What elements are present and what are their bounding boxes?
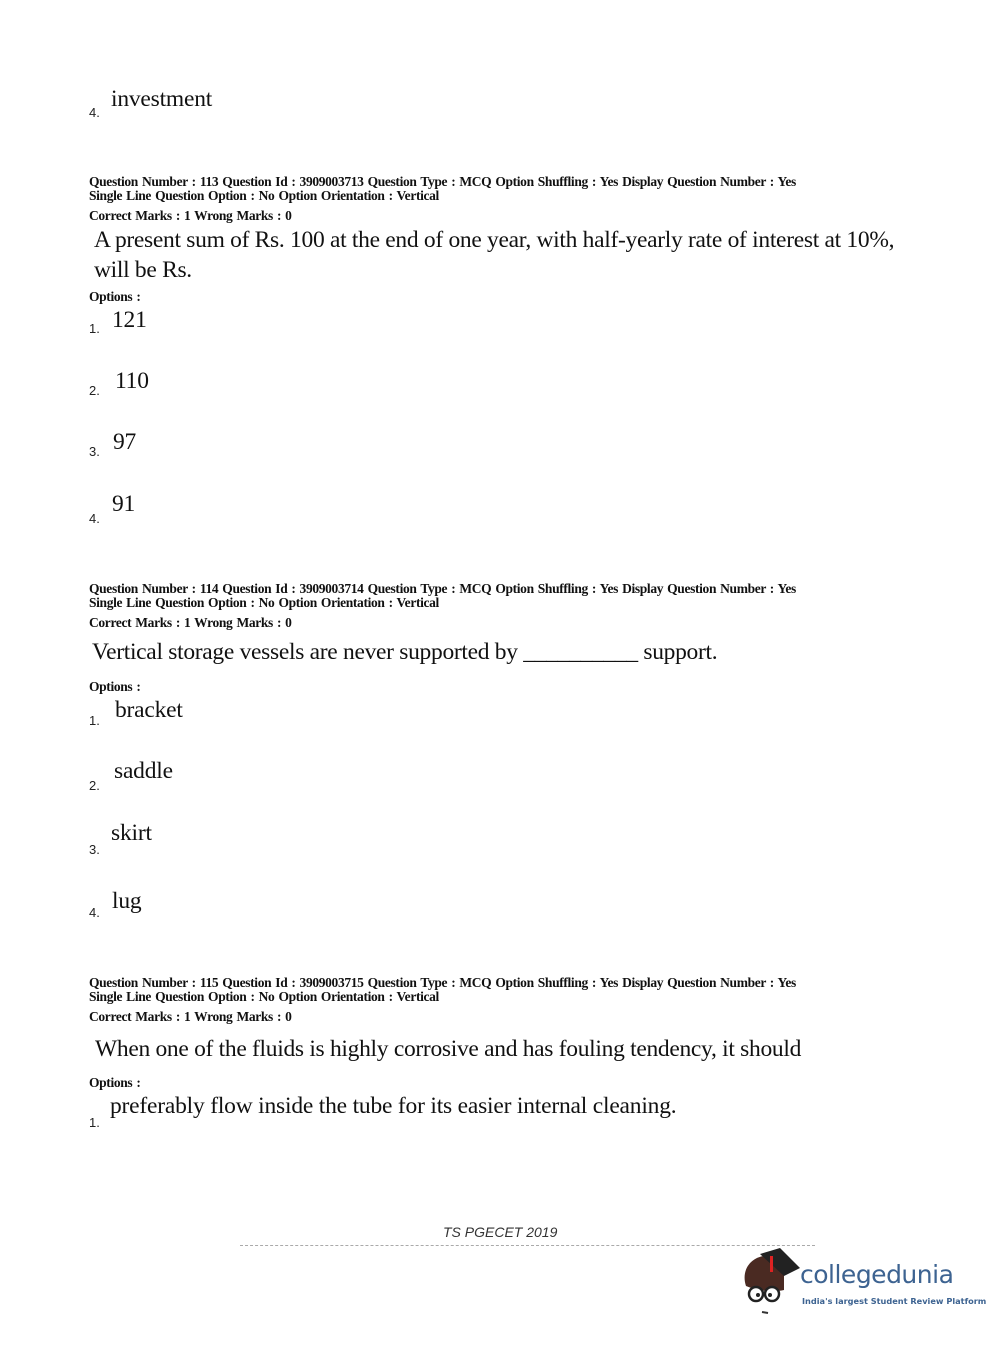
option-text: 121 [112, 307, 147, 333]
options-label: Options : [89, 679, 141, 694]
mascot-icon [740, 1246, 802, 1316]
question-meta-2: Single Line Question Option : No Option Orientation : Vertical [89, 595, 439, 610]
question-meta: Question Number : 113 Question Id : 3909003713 Question Type : MCQ Option Shuffling : Yes Display Question Number : Yes [89, 174, 796, 189]
question-marks: Correct Marks : 1 Wrong Marks : 0 [89, 208, 292, 223]
option-text: 91 [112, 491, 136, 517]
option-text: preferably flow inside the tube for its easier internal cleaning. [110, 1093, 677, 1119]
question-text: When one of the fluids is highly corrosive and has fouling tendency, it should [95, 1036, 802, 1062]
option-number: 4. [89, 105, 100, 120]
option-text: 97 [113, 429, 137, 455]
question-meta-2: Single Line Question Option : No Option Orientation : Vertical [89, 989, 439, 1004]
question-meta: Question Number : 115 Question Id : 3909003715 Question Type : MCQ Option Shuffling : Yes Display Question Number : Yes [89, 975, 796, 990]
options-label: Options : [89, 289, 141, 304]
option-number: 4. [89, 905, 100, 920]
option-number: 2. [89, 383, 100, 398]
options-label: Options : [89, 1075, 141, 1090]
option-text: 110 [115, 368, 149, 394]
logo-name: collegedunia [800, 1260, 954, 1289]
question-text: Vertical storage vessels are never supported by __________ support. [92, 639, 718, 665]
option-number: 1. [89, 1115, 100, 1130]
question-text-2: will be Rs. [94, 257, 192, 283]
footer-exam-name: TS PGECET 2019 [443, 1224, 558, 1240]
footer-divider [240, 1245, 815, 1246]
question-marks: Correct Marks : 1 Wrong Marks : 0 [89, 1009, 292, 1024]
option-text: lug [112, 888, 142, 914]
option-text: bracket [115, 697, 183, 723]
option-number: 2. [89, 778, 100, 793]
question-meta-2: Single Line Question Option : No Option Orientation : Vertical [89, 188, 439, 203]
question-meta: Question Number : 114 Question Id : 3909003714 Question Type : MCQ Option Shuffling : Yes Display Question Number : Yes [89, 581, 796, 596]
question-marks: Correct Marks : 1 Wrong Marks : 0 [89, 615, 292, 630]
logo-tagline: India's largest Student Review Platform [802, 1296, 987, 1306]
option-number: 1. [89, 321, 100, 336]
option-text: investment [111, 86, 213, 112]
collegedunia-logo [740, 1246, 987, 1316]
option-number: 1. [89, 713, 100, 728]
option-text: skirt [111, 820, 152, 846]
option-number: 3. [89, 842, 100, 857]
option-text: saddle [114, 758, 173, 784]
question-text: A present sum of Rs. 100 at the end of one year, with half-yearly rate of interest at 10%, [94, 227, 895, 253]
option-number: 4. [89, 511, 100, 526]
option-number: 3. [89, 444, 100, 459]
